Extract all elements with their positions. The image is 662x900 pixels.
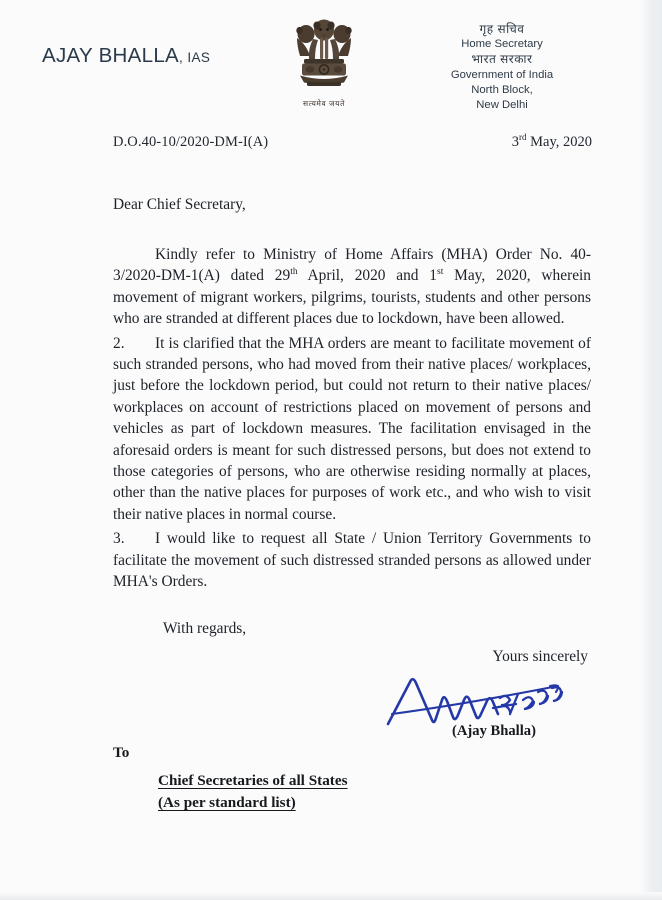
recipient-list — [113, 770, 533, 814]
reference-number: D.O.40-10/2020-DM-I(A) — [113, 134, 269, 150]
officer-name: AJAY BHALLA — [42, 44, 180, 67]
address-line-government: Government of India — [450, 68, 554, 81]
regards-line: With regards, — [163, 619, 247, 637]
signatory-name: (Ajay Bhalla) — [452, 723, 536, 739]
recipient-line-2: (As per standard list) — [158, 794, 296, 811]
state-emblem-icon — [291, 18, 357, 98]
state-emblem — [278, 18, 370, 109]
recipient-block — [113, 744, 533, 814]
paragraph-3-text: I would like to request all State / Union Territory Governments to facilitate the movement of such distressed stranded persons as allowed under MHA's Orders. — [113, 530, 591, 591]
letter-date — [512, 134, 592, 151]
address-line-hindi-government: भारत सरकार — [471, 52, 533, 67]
address-line-building: North Block, — [471, 83, 533, 96]
paragraph-3-number: 3. — [113, 530, 125, 548]
address-block — [412, 22, 592, 113]
paragraph-1-sup-1: th — [290, 266, 298, 278]
complimentary-close: Yours sincerely — [492, 648, 588, 665]
emblem-motto: सत्यमेव जयते — [303, 99, 345, 108]
reference-line — [0, 134, 640, 158]
paragraph-2 — [113, 333, 591, 526]
paragraph-1-text-pre: Kindly refer to Ministry of Home Affairs (MHA) Order No. 40-3/2020-DM-1(A) dated 29 — [113, 246, 591, 285]
paragraph-2-text: It is clarified that the MHA orders are meant to facilitate movement of such stranded persons, who had moved from their native places/ workplaces, just before the lockdown period, but could not return to their native places/ workplaces on account of restrictions placed on movement of persons and vehicles as part of lockdown measures. The facilitation envisaged in the aforesaid orders is meant for such distressed persons, but does not extend to those categories of persons, who are otherwise residing normally at places, other than the native places for purposes of work etc., and who wish to visit their native places in normal course. — [113, 334, 591, 523]
paragraph-1-text-post: May, 2020, wherein movement of migrant workers, pilgrims, tourists, students and other persons who are stranded at different places due to lockdown, have been allowed. — [113, 267, 591, 328]
date-rest: May, 2020 — [526, 134, 592, 150]
signature-block — [362, 648, 592, 739]
paragraph-1 — [113, 244, 591, 330]
salutation: Dear Chief Secretary, — [113, 196, 246, 213]
paragraph-2-number: 2. — [113, 334, 125, 352]
recipient-line-1: Chief Secretaries of all States — [158, 772, 348, 789]
officer-name-block — [42, 44, 210, 68]
address-line-hindi-designation: गृह सचिव — [479, 22, 525, 36]
paragraph-1-text-mid: April, 2020 and 1 — [297, 267, 437, 285]
date-ordinal: rd — [519, 132, 527, 143]
address-line-city: New Delhi — [476, 99, 528, 112]
paragraph-3 — [113, 528, 591, 592]
signature-area — [362, 670, 592, 739]
date-day: 3 — [511, 134, 519, 150]
recipient-to-label: To — [113, 744, 130, 761]
letterhead — [0, 0, 640, 128]
officer-suffix: , IAS — [179, 50, 211, 65]
letter-body — [113, 196, 591, 638]
paragraph-1-sup-2: st — [436, 266, 444, 278]
address-line-designation: Home Secretary — [461, 38, 543, 51]
